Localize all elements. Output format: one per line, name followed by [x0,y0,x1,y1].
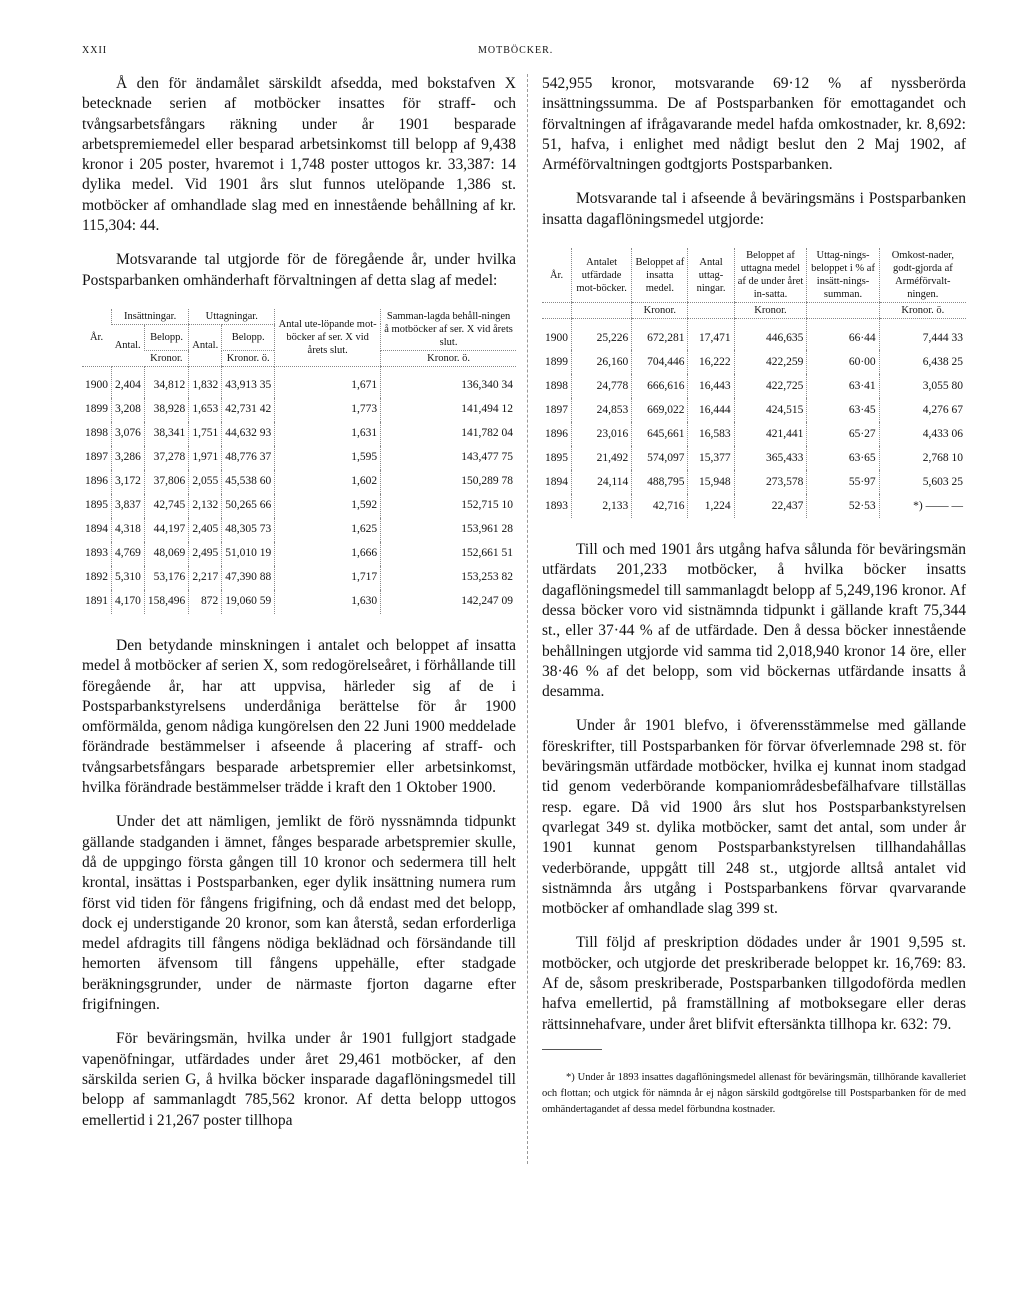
withdrawal-count-cell: 15,377 [688,446,734,470]
table-row [542,446,966,470]
paragraph: Den betydande minskningen i antalet och beloppet af insatta medel å motböcker af serien X, som redogörelseåret, i förhållande till föregående år, har att uppvisa, härleder sig af de i Postsparbankstyrelsens underdåniga berättelse för år 1900 omförmälda, genom nådiga kungörelsen den 22 Juni 1900 meddelade förändrade bestämmelser i afseende å placering af straff- och tvångsarbetsfångars besparade arbetspremier eller arbetsinkomst, hvilka förändrade bestämmelser trädde i kraft den 1 Oktober 1900. [82,636,516,797]
deposit-amount-cell: 38,928 [144,398,188,422]
paragraph: Motsvarande tal i afseende å beväringsmäns i Postsparbanken insatta dagaflöningsmedel utgjorde: [542,190,966,228]
balance-cell: 152,661 51 [381,542,516,566]
books-cell: 23,016 [572,422,632,446]
year-cell: 1897 [85,451,108,464]
withdrawal-amount-cell: 48,305 73 [222,518,275,542]
year-cell: 1895 [85,499,108,512]
deposit-amount-cell: 37,278 [144,446,188,470]
deposit-amount-cell: 34,812 [144,366,188,398]
percent-cell: 63·65 [807,446,879,470]
col-header-count: Antal. [189,324,222,366]
withdrawal-amount-cell: 47,390 88 [222,566,275,590]
left-column [82,74,516,1145]
year-cell: 1898 [545,379,568,392]
books-cell: 25,226 [572,319,632,351]
deposit-amount-cell: 158,496 [144,590,188,614]
col-header-amount: Belopp. [222,324,275,350]
deposit-amount-cell: 53,176 [144,566,188,590]
col-header-withdrawals: Uttagningar. [189,309,275,325]
deposit-count-cell: 3,172 [112,470,145,494]
unit-label: Kronor. [144,350,188,366]
paragraph: Till och med 1901 års utgång hafva sålunda för beväringsmän utfärdats 201,233 motböcker, å hvilka böcker insatts dagaflöningsmedel till sammanlagdt belopp af 5,249,196 kronor. Af dessa böcker voro vid sistnämnda tidpunkt i gällande kraft 75,344 st., eller 37·44 % af de utfärdade. Den å dessa böcker innestående behållningen utgjorde vid samma tid 2,018,940 kronor 14 öre, eller 38·46 % af det belopp, som vid böckernas utfärdande insatts å desamma. [542,541,966,701]
deposit-count-cell: 3,208 [112,398,145,422]
deposit-count-cell: 4,318 [112,518,145,542]
col-header-count: Antal. [112,324,145,366]
outstanding-cell: 1,595 [275,446,381,470]
deposit-amount-cell: 48,069 [144,542,188,566]
deposit-count-cell: 4,170 [112,590,145,614]
costs-cell: 4,276 67 [879,398,966,422]
table-row [82,566,516,590]
paragraph: Till följd af preskription dödades under år 1901 9,595 st. motböcker, och utgjorde det preskriberade beloppet kr. 16,769: 83. Af de, såsom preskriberade, Postsparbanken tillgodoförda medlen hafva emellertid, på framställning af motboksegare eller deras rättsinnehafvare, under året blifvit eftersänkta tillhopa kr. 632: 79. [542,934,966,1033]
unit-label: Kronor. [734,303,807,319]
withdrawal-count-cell: 2,132 [189,494,222,518]
paragraph: Å den för ändamålet särskildt afsedda, med bokstafven X betecknade serien af motböcker insattes för straff- och tvångsarbetsfångars räkning under år 1901 besparade arbetspremiemedel eller besparad arbetsinkomst till belopp af 9,438 kronor i 205 poster, hvaremot i 1,748 poster uttogos kr. 33,387: 14 dylika medel. Vid 1901 års slut funnos utelöpande 1,386 st. motböcker af omhandlade slag med en innestående behållning af kr. 115,304: 44. [82,75,516,235]
costs-cell: 6,438 25 [879,350,966,374]
balance-cell: 141,494 12 [381,398,516,422]
paragraph: Motsvarande tal utgjorde för de föregående år, under hvilka Postsparbanken omhänderhaft förvaltningen af detta slag af medel: [82,251,516,289]
year-cell: 1900 [545,331,568,344]
outstanding-cell: 1,602 [275,470,381,494]
col-header-outstanding: Antal ute-löpande mot-böcker af ser. X vid årets slut. [275,309,381,367]
withdrawal-amount-cell: 22,437 [734,494,807,518]
outstanding-cell: 1,625 [275,518,381,542]
withdrawal-amount-cell: 422,259 [734,350,807,374]
percent-cell: 55·97 [807,470,879,494]
balance-cell: 141,782 04 [381,422,516,446]
year-cell: 1891 [85,595,108,608]
table-row [542,319,966,351]
balance-cell: 153,253 82 [381,566,516,590]
books-cell: 24,853 [572,398,632,422]
table-row [82,518,516,542]
withdrawal-amount-cell: 19,060 59 [222,590,275,614]
outstanding-cell: 1,773 [275,398,381,422]
right-column [542,74,966,1118]
withdrawal-count-cell: 16,444 [688,398,734,422]
table-row [82,470,516,494]
table-row [542,398,966,422]
col-header-year: År. [82,309,112,367]
withdrawal-count-cell: 17,471 [688,319,734,351]
col-header-amount-deposited: Beloppet af insatta medel. [632,248,688,303]
outstanding-cell: 1,630 [275,590,381,614]
year-cell: 1893 [85,547,108,560]
withdrawal-count-cell: 2,217 [189,566,222,590]
books-cell: 2,133 [572,494,632,518]
withdrawal-amount-cell: 51,010 19 [222,542,275,566]
table-row [542,422,966,446]
withdrawal-count-cell: 1,653 [189,398,222,422]
footnote-rule [542,1049,602,1050]
costs-cell: 4,433 06 [879,422,966,446]
balance-cell: 153,961 28 [381,518,516,542]
column-divider [527,74,528,1164]
deposit-cell: 666,616 [632,374,688,398]
deposit-cell: 645,661 [632,422,688,446]
col-header-amount: Belopp. [144,324,188,350]
deposit-count-cell: 3,837 [112,494,145,518]
percent-cell: 66·44 [807,319,879,351]
costs-cell: *) —— — [879,494,966,518]
table-row [82,542,516,566]
costs-cell: 7,444 33 [879,319,966,351]
withdrawal-count-cell: 15,948 [688,470,734,494]
paragraph: För beväringsmän, hvilka under år 1901 fullgjort stadgade vapenöfningar, utfärdades under året 29,461 motböcker, af den särskilda serien G, å hvilka böcker insparade dagaflöningsmedel till belopp af sammanlagdt 785,562 kronor. Af detta belopp uttogos emellertid i 21,267 poster tillhopa [82,1030,516,1129]
books-cell: 21,492 [572,446,632,470]
unit-label: Kronor. ö. [879,303,966,319]
col-header-year: År. [542,248,572,303]
books-cell: 26,160 [572,350,632,374]
withdrawal-amount-cell: 44,632 93 [222,422,275,446]
deposit-cell: 488,795 [632,470,688,494]
table-row [542,470,966,494]
outstanding-cell: 1,631 [275,422,381,446]
page-number: XXII [82,45,108,56]
books-cell: 24,778 [572,374,632,398]
col-header-withdrawal-count: Antal uttag-ningar. [688,248,734,303]
balance-cell: 143,477 75 [381,446,516,470]
percent-cell: 52·53 [807,494,879,518]
outstanding-cell: 1,671 [275,366,381,398]
deposit-count-cell: 2,404 [112,366,145,398]
withdrawal-count-cell: 16,222 [688,350,734,374]
conscript-savings-table [542,248,966,518]
balance-cell: 136,340 34 [381,366,516,398]
withdrawal-amount-cell: 45,538 60 [222,470,275,494]
costs-cell: 2,768 10 [879,446,966,470]
withdrawal-count-cell: 872 [189,590,222,614]
table-row [82,366,516,398]
table-row [82,494,516,518]
withdrawal-count-cell: 16,583 [688,422,734,446]
deposit-amount-cell: 38,341 [144,422,188,446]
year-cell: 1892 [85,571,108,584]
deposit-count-cell: 3,286 [112,446,145,470]
prisoner-savings-table [82,309,516,614]
table-row [542,494,966,518]
table-row [542,350,966,374]
percent-cell: 65·27 [807,422,879,446]
col-header-balance: Samman-lagda behåll-ningen å motböcker af ser. X vid årets slut. [381,309,516,351]
unit-label: Kronor. [632,303,688,319]
paragraph: Under det att nämligen, jemlikt de förö nyssnämnda tidpunkt gällande stadganden i ämnet, fånges besparade arbetspremier skulle, då de uppgingo första gången till 10 kronor och sedermera till helt krontal, insättas i Postsparbanken, eger dylik insättning numera rum först vid tiden för fångens frigifning, och då endast med det belopp, dock ej understigande 20 kronor, som kan återstå, sedan erforderliga medel afdragits till fångens nödiga beklädnad och försändande till hemorten äfvensom till fångens uppehälle, efter stadgade beräkningsgrunder, under de närmaste fjorton dagarne efter frigifningen. [82,813,516,1014]
deposit-count-cell: 5,310 [112,566,145,590]
table-row [82,590,516,614]
deposit-cell: 42,716 [632,494,688,518]
table-row [82,446,516,470]
unit-label: Kronor. ö. [222,350,275,366]
deposit-cell: 669,022 [632,398,688,422]
outstanding-cell: 1,717 [275,566,381,590]
deposit-cell: 704,446 [632,350,688,374]
year-cell: 1900 [85,379,108,392]
withdrawal-count-cell: 2,495 [189,542,222,566]
year-cell: 1896 [545,427,568,440]
paragraph: Under år 1901 blefvo, i öfverensstämmelse med gällande föreskrifter, till Postsparbanken för förvar öfverlemnade 298 st. för beväringsmän utfärdade motböcker, hvilka ej kunnat inom stadgad tid genom vederbörande kompaniområdesbefälhafvare tillställas resp. egare. Då vid 1900 års slut hos Postsparbankstyrelsen qvarlegat 349 st. dylika motböcker, samt det antal, som under år 1901 kunnat genom Postsparbankstyrelsen tillhandahållas vederbörande, uppgått till 248 st., utgjorde alltså antalet vid sistnämnda års utgång i Postsparbankens förvar qvarvarande motböcker af omhandlade slag 399 st. [542,717,966,918]
percent-cell: 63·45 [807,398,879,422]
year-cell: 1898 [85,427,108,440]
col-header-deposits: Insättningar. [112,309,189,325]
percent-cell: 63·41 [807,374,879,398]
footnote: *) Under år 1893 insattes dagaflöningsmedel allenast för beväringsmän, tillhörande kavalleriet och flottan; och utgick för nämnda år ej någon särskild godtgörelse till Postsparbanken för de med omhändertagandet af dessa medel förbundna kostnader. [542,1071,966,1115]
withdrawal-count-cell: 1,751 [189,422,222,446]
year-cell: 1899 [85,403,108,416]
year-cell: 1893 [545,499,568,512]
deposit-count-cell: 4,769 [112,542,145,566]
percent-cell: 60·00 [807,350,879,374]
withdrawal-amount-cell: 273,578 [734,470,807,494]
deposit-cell: 672,281 [632,319,688,351]
withdrawal-amount-cell: 422,725 [734,374,807,398]
col-header-books-issued: Antalet utfärdade mot-böcker. [572,248,632,303]
deposit-amount-cell: 37,806 [144,470,188,494]
deposit-amount-cell: 44,197 [144,518,188,542]
withdrawal-count-cell: 16,443 [688,374,734,398]
withdrawal-amount-cell: 424,515 [734,398,807,422]
withdrawal-count-cell: 2,055 [189,470,222,494]
withdrawal-count-cell: 1,832 [189,366,222,398]
books-cell: 24,114 [572,470,632,494]
deposit-amount-cell: 42,745 [144,494,188,518]
year-cell: 1894 [85,523,108,536]
running-head: MOTBÖCKER. [478,45,554,56]
deposit-cell: 574,097 [632,446,688,470]
costs-cell: 3,055 80 [879,374,966,398]
outstanding-cell: 1,592 [275,494,381,518]
withdrawal-amount-cell: 42,731 42 [222,398,275,422]
balance-cell: 150,289 78 [381,470,516,494]
year-cell: 1899 [545,355,568,368]
withdrawal-amount-cell: 43,913 35 [222,366,275,398]
year-cell: 1897 [545,403,568,416]
outstanding-cell: 1,666 [275,542,381,566]
balance-cell: 142,247 09 [381,590,516,614]
table-row [82,398,516,422]
withdrawal-amount-cell: 48,776 37 [222,446,275,470]
col-header-amount-withdrawn: Beloppet af uttagna medel af de under året in-satta. [734,248,807,303]
costs-cell: 5,603 25 [879,470,966,494]
year-cell: 1894 [545,475,568,488]
table-row [542,374,966,398]
deposit-count-cell: 3,076 [112,422,145,446]
balance-cell: 152,715 10 [381,494,516,518]
table-row [82,422,516,446]
withdrawal-amount-cell: 421,441 [734,422,807,446]
year-cell: 1895 [545,451,568,464]
col-header-costs: Omkost-nader, godt-gjorda af Arméförvalt-ningen. [879,248,966,303]
withdrawal-count-cell: 1,224 [688,494,734,518]
withdrawal-count-cell: 2,405 [189,518,222,542]
withdrawal-count-cell: 1,971 [189,446,222,470]
year-cell: 1896 [85,475,108,488]
withdrawal-amount-cell: 365,433 [734,446,807,470]
paragraph: 542,955 kronor, motsvarande 69·12 % af nyssberörda insättningssumma. De af Postsparbanken för emottagandet och förvaltningen af ifrågavarande medel hafda omkostnader, kr. 8,692: 51, hafva, i enlighet med nådigt beslut den 2 Maj 1902, af Arméförvaltningen godtgjorts Postsparbanken. [542,75,966,174]
withdrawal-amount-cell: 50,265 66 [222,494,275,518]
col-header-withdrawal-percent: Uttag-nings-beloppet i % af insätt-nings-summan. [807,248,879,303]
unit-label: Kronor. ö. [381,350,516,366]
withdrawal-amount-cell: 446,635 [734,319,807,351]
